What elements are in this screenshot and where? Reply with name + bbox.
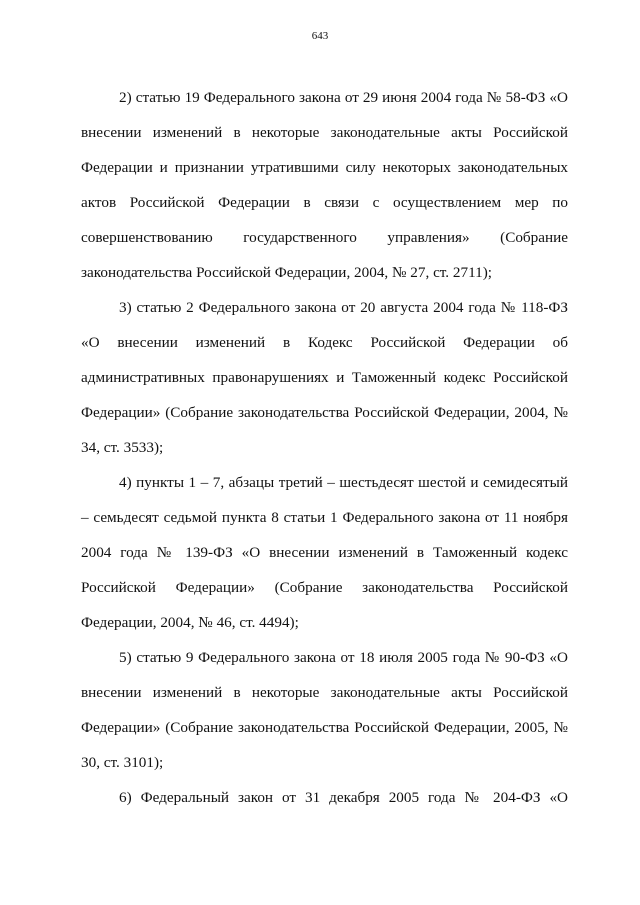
list-item-4: 4) пункты 1 – 7, абзацы третий – шестьдесят шестой и семидесятый – семьдесят седьмой пункта 8 статьи 1 Федерального закона от 11 ноября 2004 года № 139-ФЗ «О внесении изменений в Таможенный кодекс Российской Федерации» (Собрание законодательства Российской Федерации, 2004, № 46, ст. 4494); [81,474,568,631]
list-item-2: 2) статью 19 Федерального закона от 29 июня 2004 года № 58-ФЗ «О внесении изменений в некоторые законодательные акты Российской Федерации и признании утратившими силу некоторых законодательных актов Российской Федерации в связи с осуществлением мер по совершенствованию государственного управления» (Собрание законодательства Российской Федерации, 2004, № 27, ст. 2711); [81,89,568,281]
document-body [81,80,568,815]
list-item-5: 5) статью 9 Федерального закона от 18 июля 2005 года № 90-ФЗ «О внесении изменений в некоторые законодательные акты Российской Федерации» (Собрание законодательства Российской Федерации, 2005, № 30, ст. 3101); [81,649,568,771]
list-item-6: 6) Федеральный закон от 31 декабря 2005 года № 204-ФЗ «О [119,789,568,806]
list-item-3: 3) статью 2 Федерального закона от 20 августа 2004 года № 118-ФЗ «О внесении изменений в Кодекс Российской Федерации об административных правонарушениях и Таможенный кодекс Российской Федерации» (Собрание законодательства Российской Федерации, 2004, № 34, ст. 3533); [81,299,568,456]
page-number: 643 [311,30,329,42]
